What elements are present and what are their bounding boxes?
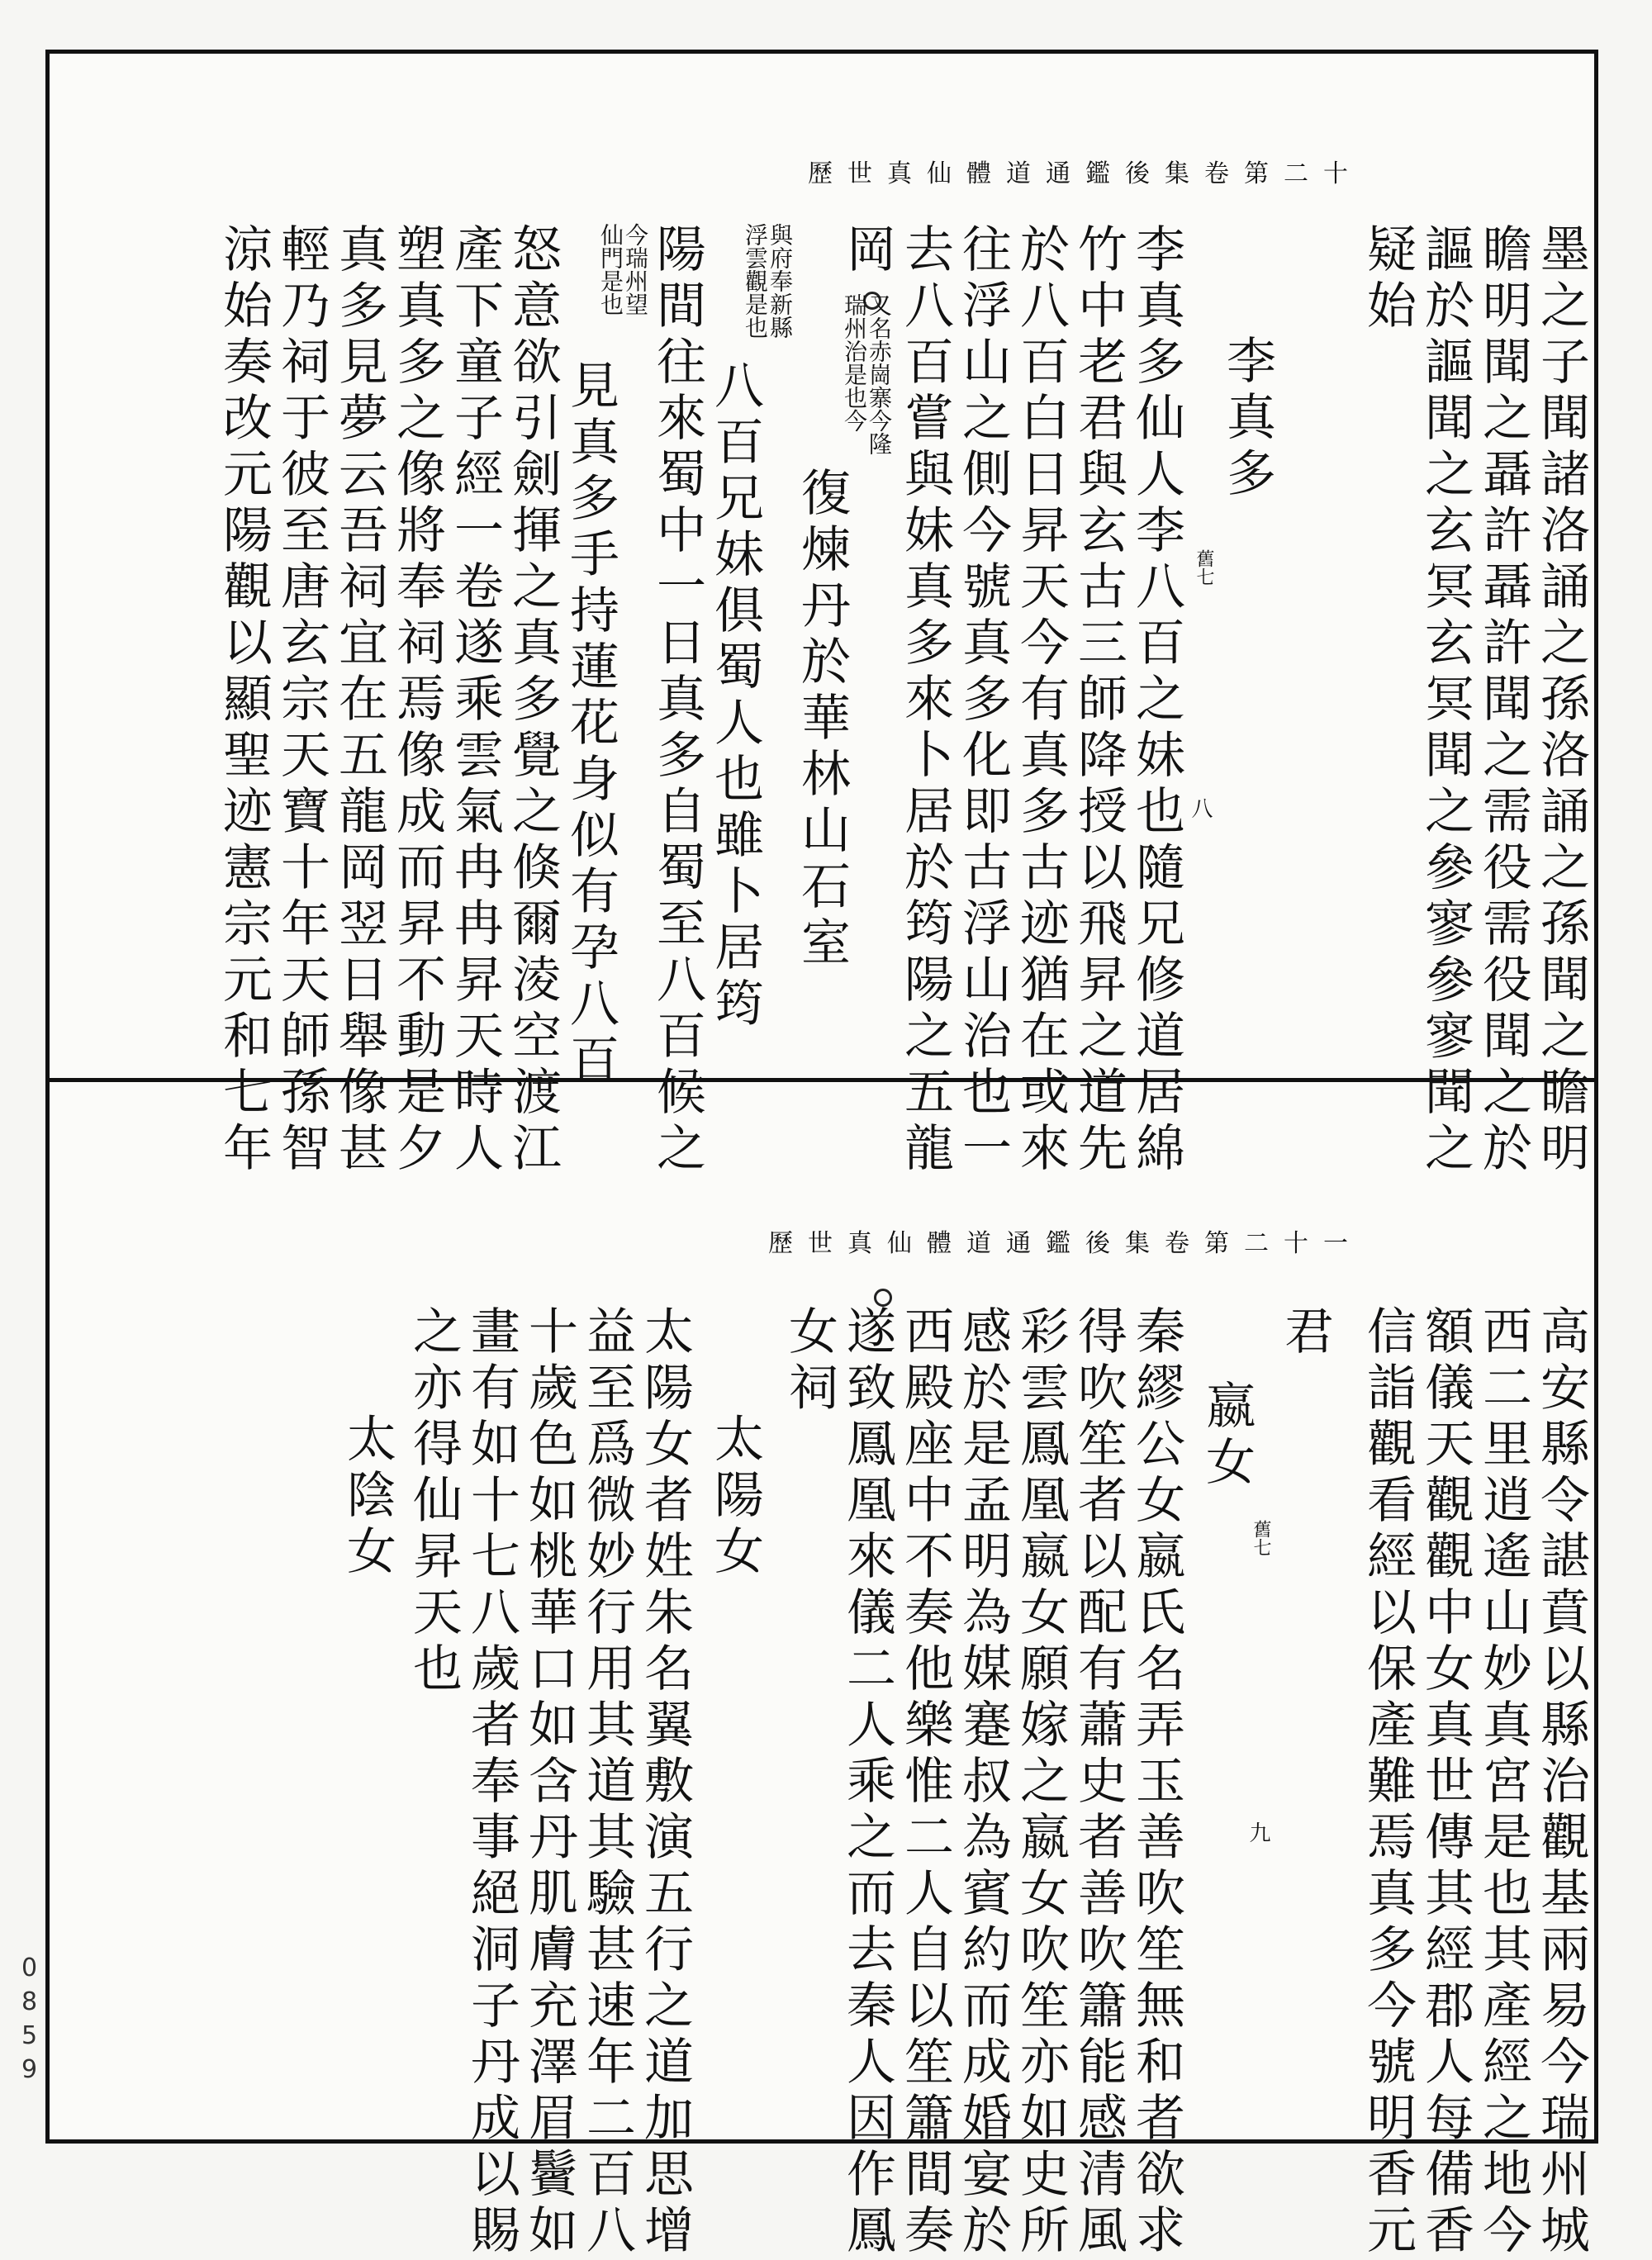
top-page: [50, 54, 1594, 1178]
bottom-column-2: 西二里逍遙山妙真宮是也其產經之地今: [1474, 1305, 1532, 2260]
section-title-li-zhenduo: 李真多: [1218, 335, 1276, 503]
top-note-4: 與府奉新縣: [767, 223, 794, 339]
top-column-11b: 復煉丹於華林山石室: [793, 467, 851, 972]
top-column-7: 竹中老君與玄古三師降授以飛昇之道先: [1070, 223, 1127, 1178]
top-column-4: 疑始: [1359, 223, 1417, 335]
circle-mark-2: [874, 1289, 892, 1307]
bottom-column-16: 益至爲微妙行用其道其驗甚速年二百八: [578, 1305, 636, 2260]
bottom-column-8: 得吹笙者以配有蕭史者善吹簫能感清風: [1070, 1305, 1127, 2260]
bottom-folio-mark: 九: [1246, 1821, 1270, 1843]
top-column-2: 瞻明聞之聶許聶許聞之需役需役聞之於: [1474, 223, 1532, 1178]
bottom-column-7: 秦繆公女嬴氏名弄玉善吹笙無和者欲求: [1127, 1305, 1185, 2260]
top-page-header: 歷世真仙體道通鑑後集卷第二十: [808, 159, 1363, 188]
bottom-column-17: 十歲色如桃華口如含丹肌膚充澤眉鬢如: [520, 1305, 578, 2260]
top-column-11a: 岡: [838, 223, 896, 279]
top-column-14: 見真多手持蓮花身似有孕八百: [562, 359, 620, 1090]
top-column-18: 真多見夢云吾祠宜在五龍岡翌日舉像甚: [330, 223, 388, 1178]
bottom-column-12: 遂致鳳凰來儀二人乘之而去秦人因作鳳: [838, 1305, 896, 2260]
top-column-3: 謳於謳聞之玄冥玄冥聞之參寥參寥聞之: [1417, 223, 1474, 1178]
top-column-15: 怒意欲引劍揮之真多覺之倏爾淩空渡江: [504, 223, 562, 1178]
bottom-column-19: 之亦得仙昇天也: [405, 1305, 463, 1698]
top-column-20: 涼始奏改元陽觀以顯聖迹憲宗元和七年: [215, 223, 273, 1178]
bottom-page: [50, 1082, 1594, 2260]
top-column-6: 李真多仙人李八百之妹也隨兄修道居綿: [1127, 223, 1185, 1178]
bottom-column-11: 西殿座中不奏他樂惟二人自以笙簫間奏: [896, 1305, 954, 2260]
bottom-column-9: 彩雲鳳凰嬴女願嫁之嬴女吹笙亦如史所: [1012, 1305, 1070, 2260]
bottom-column-10: 感於是孟明為媒蹇叔為賓約而成婚宴於: [954, 1305, 1012, 2260]
top-note-7: 仙門是也: [597, 223, 624, 316]
top-column-12: 八百兄妹俱蜀人也雖卜居筠: [706, 359, 764, 1033]
bottom-column-3: 額儀天觀觀中女真世傳其經郡人每備香: [1417, 1305, 1474, 2260]
top-column-9: 往浮山之側今號真多化即古浮山治也一: [954, 223, 1012, 1178]
top-column-19: 輕乃祠于彼至唐玄宗天寶十年天師孫智: [273, 223, 330, 1178]
section-title-tai-yang-nu: 太陽女: [706, 1412, 764, 1581]
bottom-column-18: 畫有如十七八歲者奉事絕洞子丹成以賜: [463, 1305, 520, 2260]
top-column-16: 產下童子經一卷遂乘雲氣冉冉昇天時人: [446, 223, 504, 1178]
section-title-ying-nu: 嬴女: [1198, 1379, 1256, 1492]
bottom-column-1: 高安縣令諶賁以縣治觀基兩易今瑞州城: [1532, 1305, 1590, 2260]
top-note-3: 瑞州治是也今: [841, 293, 868, 432]
top-column-10: 去八百嘗與妹真多來卜居於筠陽之五龍: [896, 223, 954, 1178]
top-note-5: 浮雲觀是也: [742, 223, 769, 339]
section-title-tai-yin-nu: 太陰女: [339, 1412, 396, 1581]
top-note-2: 又名赤崗寨今隆: [866, 293, 893, 455]
bottom-note-1: 舊七: [1251, 1520, 1271, 1556]
top-column-8: 於八百白日昇天今有真多古迹猶在或來: [1012, 223, 1070, 1178]
page-number: 0859: [15, 1954, 44, 2089]
top-column-13: 陽間往來蜀中一日真多自蜀至八百候之: [648, 223, 706, 1178]
top-column-1: 墨之子聞諸洛誦之孫洛誦之孫聞之瞻明: [1532, 223, 1590, 1178]
top-folio-mark: 八: [1188, 797, 1213, 819]
top-note-1: 舊七: [1194, 549, 1214, 586]
top-note-6: 今瑞州望: [622, 223, 649, 316]
bottom-column-5: 君: [1276, 1305, 1334, 1361]
page-frame: [45, 50, 1598, 2260]
bottom-page-header: 歷世真仙體道通鑑後集卷第二十一: [768, 1229, 1363, 1258]
bottom-column-15: 太陽女者姓朱名翼敷演五行之道加思增: [636, 1305, 694, 2260]
top-column-17: 塑真多之像將奉祠焉像成而昇不動是夕: [388, 223, 446, 1178]
bottom-column-13: 女祠: [781, 1305, 838, 1417]
bottom-column-4: 信詣觀看經以保產難焉真多今號明香元: [1359, 1305, 1417, 2260]
